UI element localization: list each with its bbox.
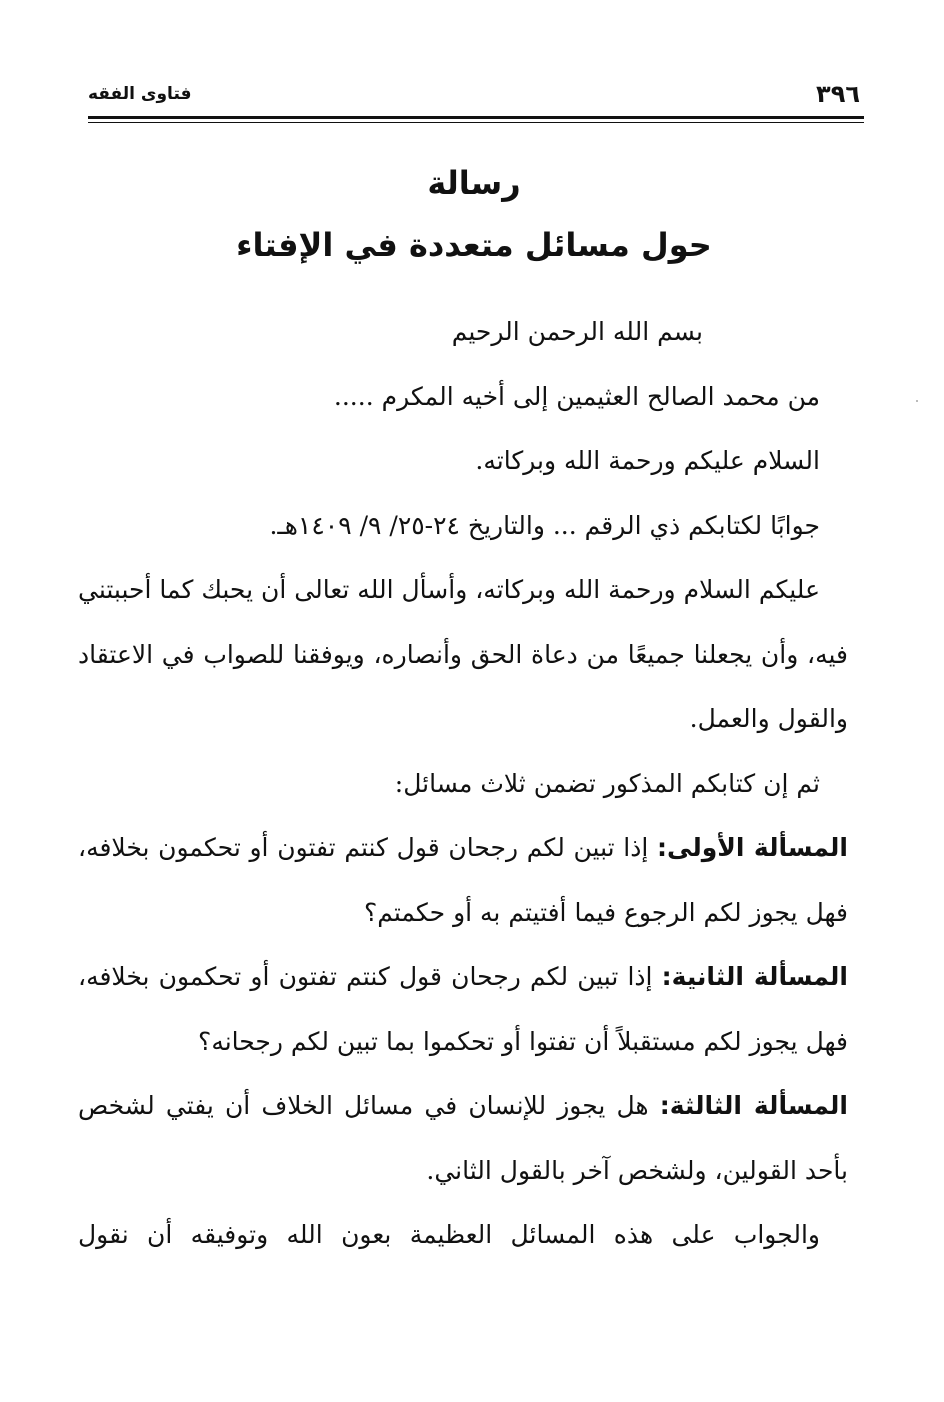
body-text — [78, 300, 848, 1268]
question-1-label: المسألة الأولى: — [657, 833, 849, 862]
question-3 — [78, 1074, 848, 1203]
reply-reference-line: جوابًا لكتابكم ذي الرقم ... والتاريخ ٢٤-٢٥/ ٩/ ١٤٠٩هـ. — [269, 510, 820, 540]
page-number: ٣٩٦ — [816, 80, 860, 108]
opening-paragraph: عليكم السلام ورحمة الله وبركاته، وأسأل الله تعالى أن يحبك كما أحببتني فيه، وأن يجعلنا جميعًا من دعاة الحق وأنصاره، ويوفقنا للصواب في الاعتقاد والقول والعمل. — [78, 575, 848, 733]
running-title: فتاوى الفقه — [88, 84, 192, 104]
question-3-label: المسألة الثالثة: — [659, 1091, 848, 1120]
document-title: رسالة — [427, 164, 521, 202]
document-subtitle: حول مسائل متعددة في الإفتاء — [236, 226, 712, 264]
scan-speck — [916, 400, 918, 402]
header-rule-thin — [88, 122, 864, 123]
greeting-line: السلام عليكم ورحمة الله وبركاته. — [475, 446, 820, 475]
page-header — [88, 78, 860, 118]
question-1-text: إذا تبين لكم رجحان قول كنتم تفتون أو تحكمون بخلافه، فهل يجوز لكم الرجوع فيما أفتيتم به أو حكمتم؟ — [78, 833, 848, 927]
question-2-text: إذا تبين لكم رجحان قول كنتم تفتون أو تحكمون بخلافه، فهل يجوز لكم مستقبلاً أن تفتوا أو تحكموا بما تبين لكم رجحانه؟ — [78, 962, 848, 1056]
question-2-label: المسألة الثانية: — [661, 962, 848, 991]
sender-line: من محمد الصالح العثيمين إلى أخيه المكرم ..... — [333, 381, 820, 411]
question-2 — [78, 945, 848, 1074]
answer-opening: والجواب على هذه المسائل العظيمة بعون الله وتوفيقه أن نقول — [78, 1220, 820, 1249]
basmala: بسم الله الرحمن الرحيم — [451, 317, 703, 346]
question-1 — [78, 816, 848, 945]
header-rule-thick — [88, 116, 864, 119]
questions-intro: ثم إن كتابكم المذكور تضمن ثلاث مسائل: — [394, 768, 820, 798]
question-3-text: هل يجوز للإنسان في مسائل الخلاف أن يفتي لشخص بأحد القولين، ولشخص آخر بالقول الثاني. — [78, 1091, 848, 1185]
